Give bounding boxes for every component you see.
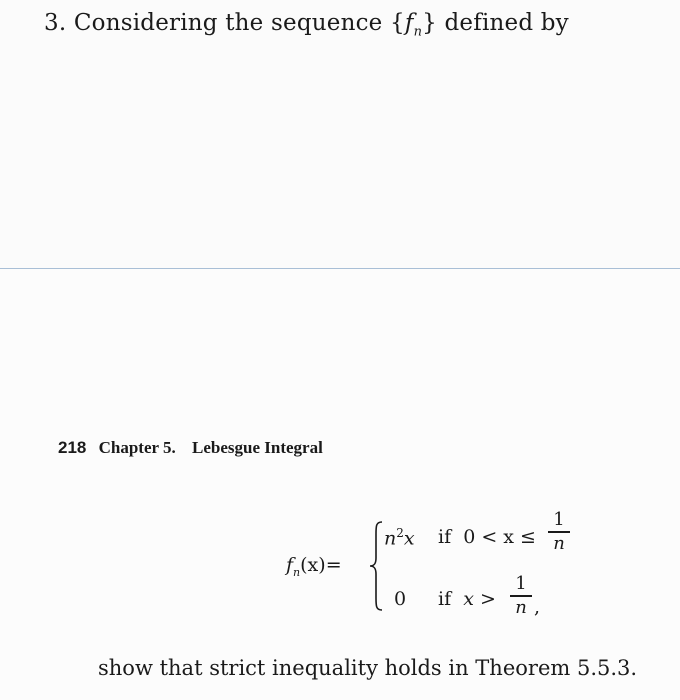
page-number: 218 (58, 438, 87, 457)
fraction-one-over-n-1: 1 n (548, 510, 570, 554)
formula-lhs: $f_n(x)=$ (286, 554, 342, 579)
chapter-label: Chapter 5. (98, 438, 176, 457)
case-2-value: 0 (394, 588, 407, 610)
formula-trailing-comma: , (534, 596, 541, 618)
left-brace-symbol (368, 520, 384, 612)
case-2-condition: if x > (438, 588, 496, 610)
case-1-condition: if 0 < x ≤ (438, 526, 536, 548)
problem-lead-text: Considering the sequence (73, 10, 383, 36)
upper-page-region (0, 0, 680, 268)
case-1-value: $n^2x$ (384, 526, 415, 550)
running-header (58, 438, 323, 458)
problem-number: 3. (44, 10, 67, 36)
piecewise-formula (286, 509, 606, 618)
chapter-title: Lebesgue Integral (192, 438, 323, 457)
closing-statement: show that strict inequality holds in Theorem 5.5.3. (98, 656, 638, 680)
problem-trail-text: defined by (444, 10, 569, 36)
fraction-one-over-n-2: 1 n (510, 574, 532, 618)
problem-statement (44, 10, 569, 40)
sequence-notation: $\{f_n\}$ (390, 10, 437, 40)
lower-page-region (0, 269, 680, 700)
